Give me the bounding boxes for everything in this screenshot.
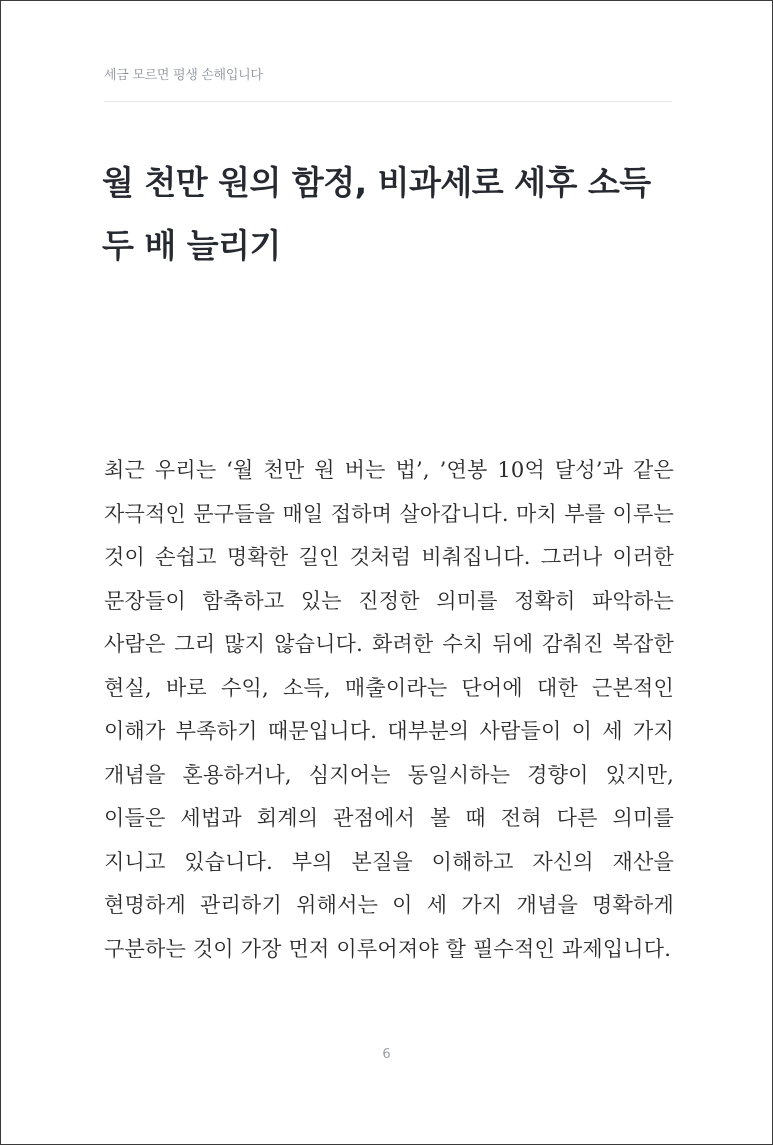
chapter-title: 월 천만 원의 함정, 비과세로 세후 소득 두 배 늘리기: [102, 163, 651, 265]
body-paragraph: 최근 우리는 ‘월 천만 원 버는 법’, ’연봉 10억 달성’과 같은 자극적인 문구들을 매일 접하며 살아갑니다. 마치 부를 이루는 것이 손쉽고 명확한 길인 것처럼 비춰집니다. 그러나 이러한 문장들이 함축하고 있는 진정한 의미를 정확히 파악하는 사람은 그리 많지 않습니다. 화려한 수치 뒤에 감춰진 복잡한 현실, 바로 수익, 소득, 매출이라는 단어에 대한 근본적인 이해가 부족하기 때문입니다. 대부분의 사람들이 이 세 가지 개념을 혼용하거나, 심지어는 동일시하는 경향이 있지만, 이들은 세법과 회계의 관점에서 볼 때 전혀 다른 의미를 지니고 있습니다. 부의 본질을 이해하고 자신의 재산을 현명하게 관리하기 위해서는 이 세 가지 개념을 명확하게 구분하는 것이 가장 먼저 이루어져야 할 필수적인 과제입니다.: [104, 458, 674, 961]
page-number: 6: [382, 1047, 391, 1062]
header-divider: [104, 101, 672, 102]
running-header: 세금 모르면 평생 손해입니다: [104, 68, 263, 83]
